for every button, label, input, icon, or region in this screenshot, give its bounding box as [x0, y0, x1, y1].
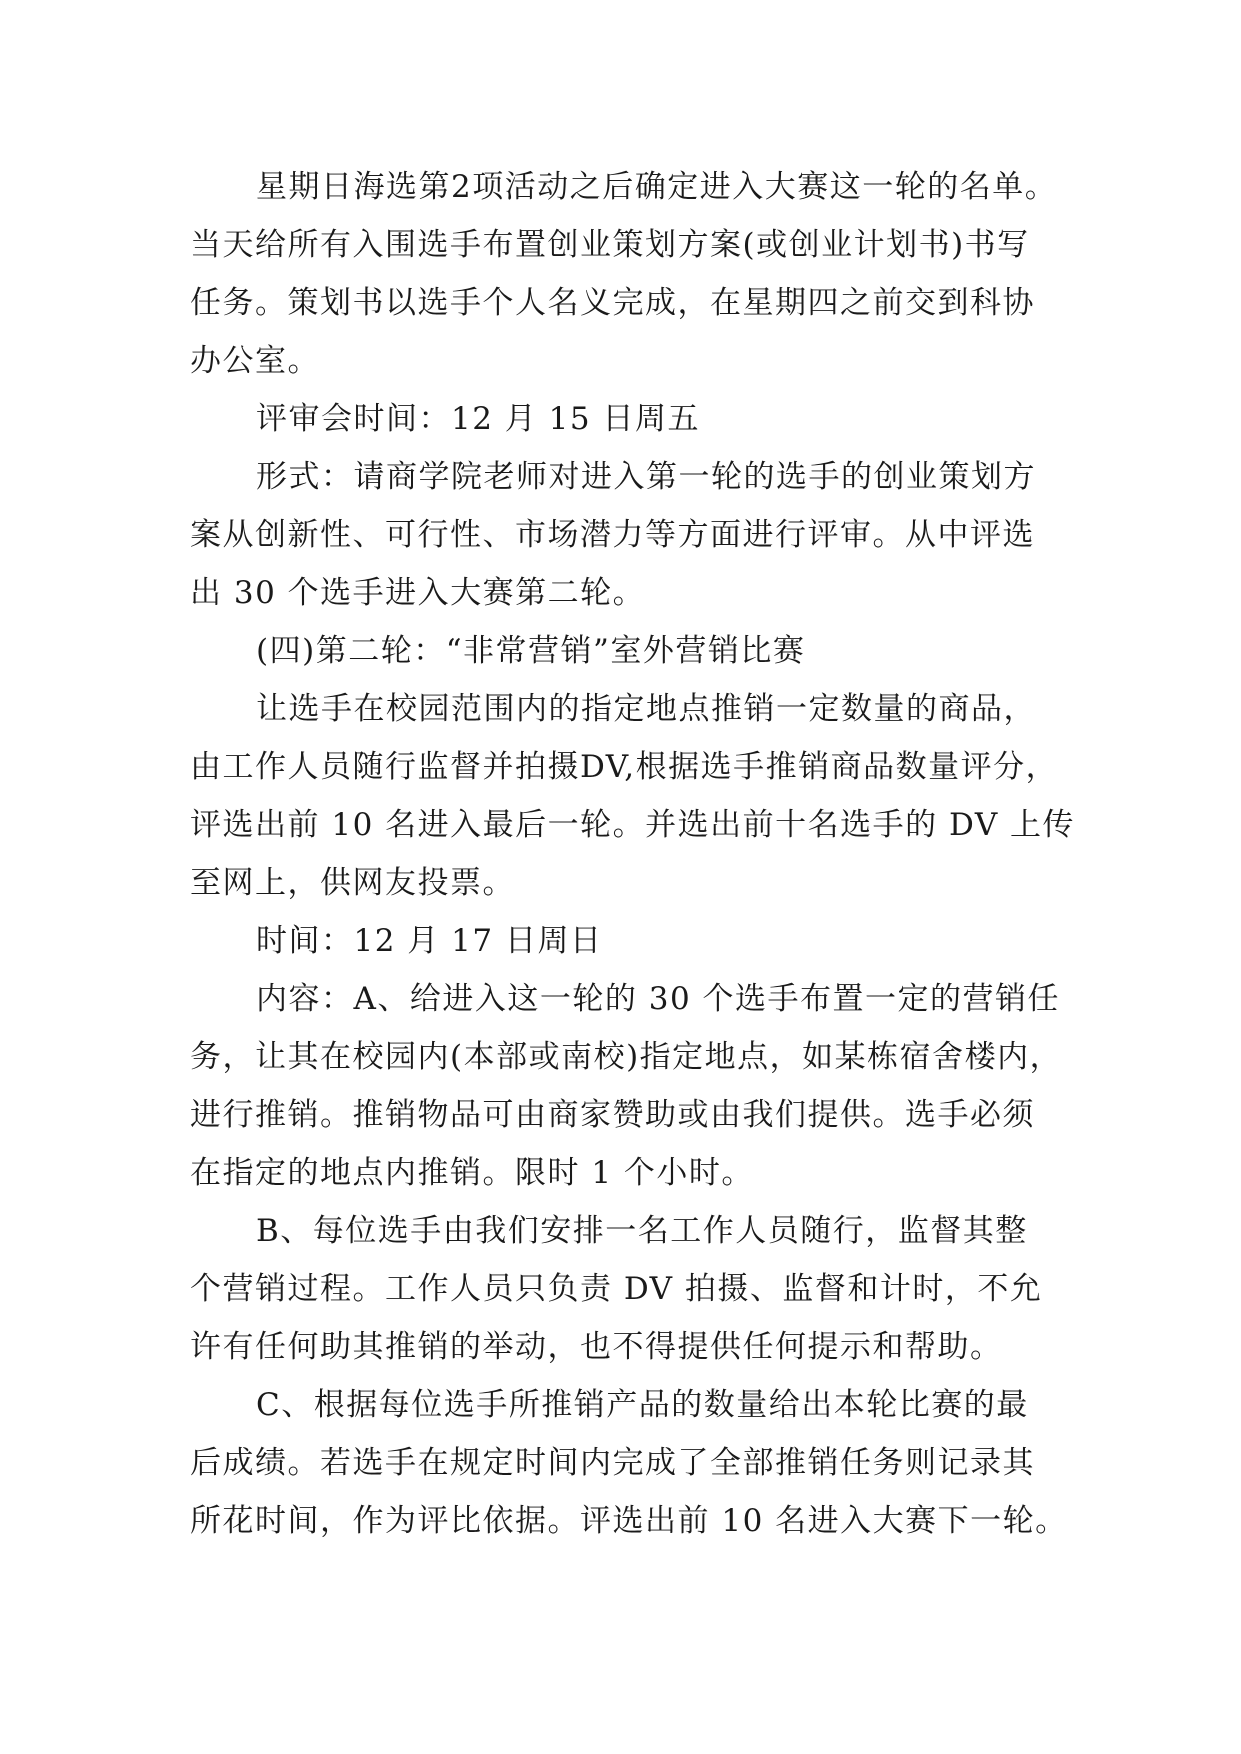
- text-line: 所花时间，作为评比依据。评选出前 10 名进入大赛下一轮。: [190, 1503, 1068, 1539]
- text-line: 评选出前 10 名进入最后一轮。并选出前十名选手的 DV 上传: [190, 807, 1076, 843]
- text-line: 评审会时间：12 月 15 日周五: [256, 401, 700, 437]
- text-line: 后成绩。若选手在规定时间内完成了全部推销任务则记录其: [190, 1445, 1035, 1481]
- text-line: B、每位选手由我们安排一名工作人员随行，监督其整: [256, 1213, 1028, 1249]
- text-line: 星期日海选第2项活动之后确定进入大赛这一轮的名单。: [256, 169, 1058, 205]
- text-line: 进行推销。推销物品可由商家赞助或由我们提供。选手必须: [190, 1097, 1035, 1133]
- section-heading: (四)第二轮：“非常营销”室外营销比赛: [256, 633, 806, 669]
- text-line: 让选手在校园范围内的指定地点推销一定数量的商品，: [256, 691, 1036, 727]
- text-line: 办公室。: [190, 343, 320, 379]
- text-line: 形式：请商学院老师对进入第一轮的选手的创业策划方: [256, 459, 1036, 495]
- text-line: 许有任何助其推销的举动，也不得提供任何提示和帮助。: [190, 1329, 1003, 1365]
- text-line: 在指定的地点内推销。限时 1 个小时。: [190, 1155, 754, 1191]
- text-line: 至网上，供网友投票。: [190, 865, 515, 901]
- text-line: 任务。策划书以选手个人名义完成，在星期四之前交到科协: [190, 285, 1035, 321]
- text-line: 由工作人员随行监督并拍摄DV,根据选手推销商品数量评分，: [190, 749, 1059, 785]
- text-line: 内容：A、给进入这一轮的 30 个选手布置一定的营销任: [256, 981, 1061, 1017]
- text-line: 时间：12 月 17 日周日: [256, 923, 603, 959]
- document-body: [190, 158, 1080, 1550]
- text-line: 案从创新性、可行性、市场潜力等方面进行评审。从中评选: [190, 517, 1035, 553]
- text-line: C、根据每位选手所推销产品的数量给出本轮比赛的最: [256, 1387, 1029, 1423]
- text-line: 当天给所有入围选手布置创业策划方案(或创业计划书)书写: [190, 227, 1030, 263]
- text-line: 个营销过程。工作人员只负责 DV 拍摄、监督和计时，不允: [190, 1271, 1043, 1307]
- text-line: 务，让其在校园内(本部或南校)指定地点，如某栋宿舍楼内，: [190, 1039, 1063, 1075]
- text-line: 出 30 个选手进入大赛第二轮。: [190, 575, 646, 611]
